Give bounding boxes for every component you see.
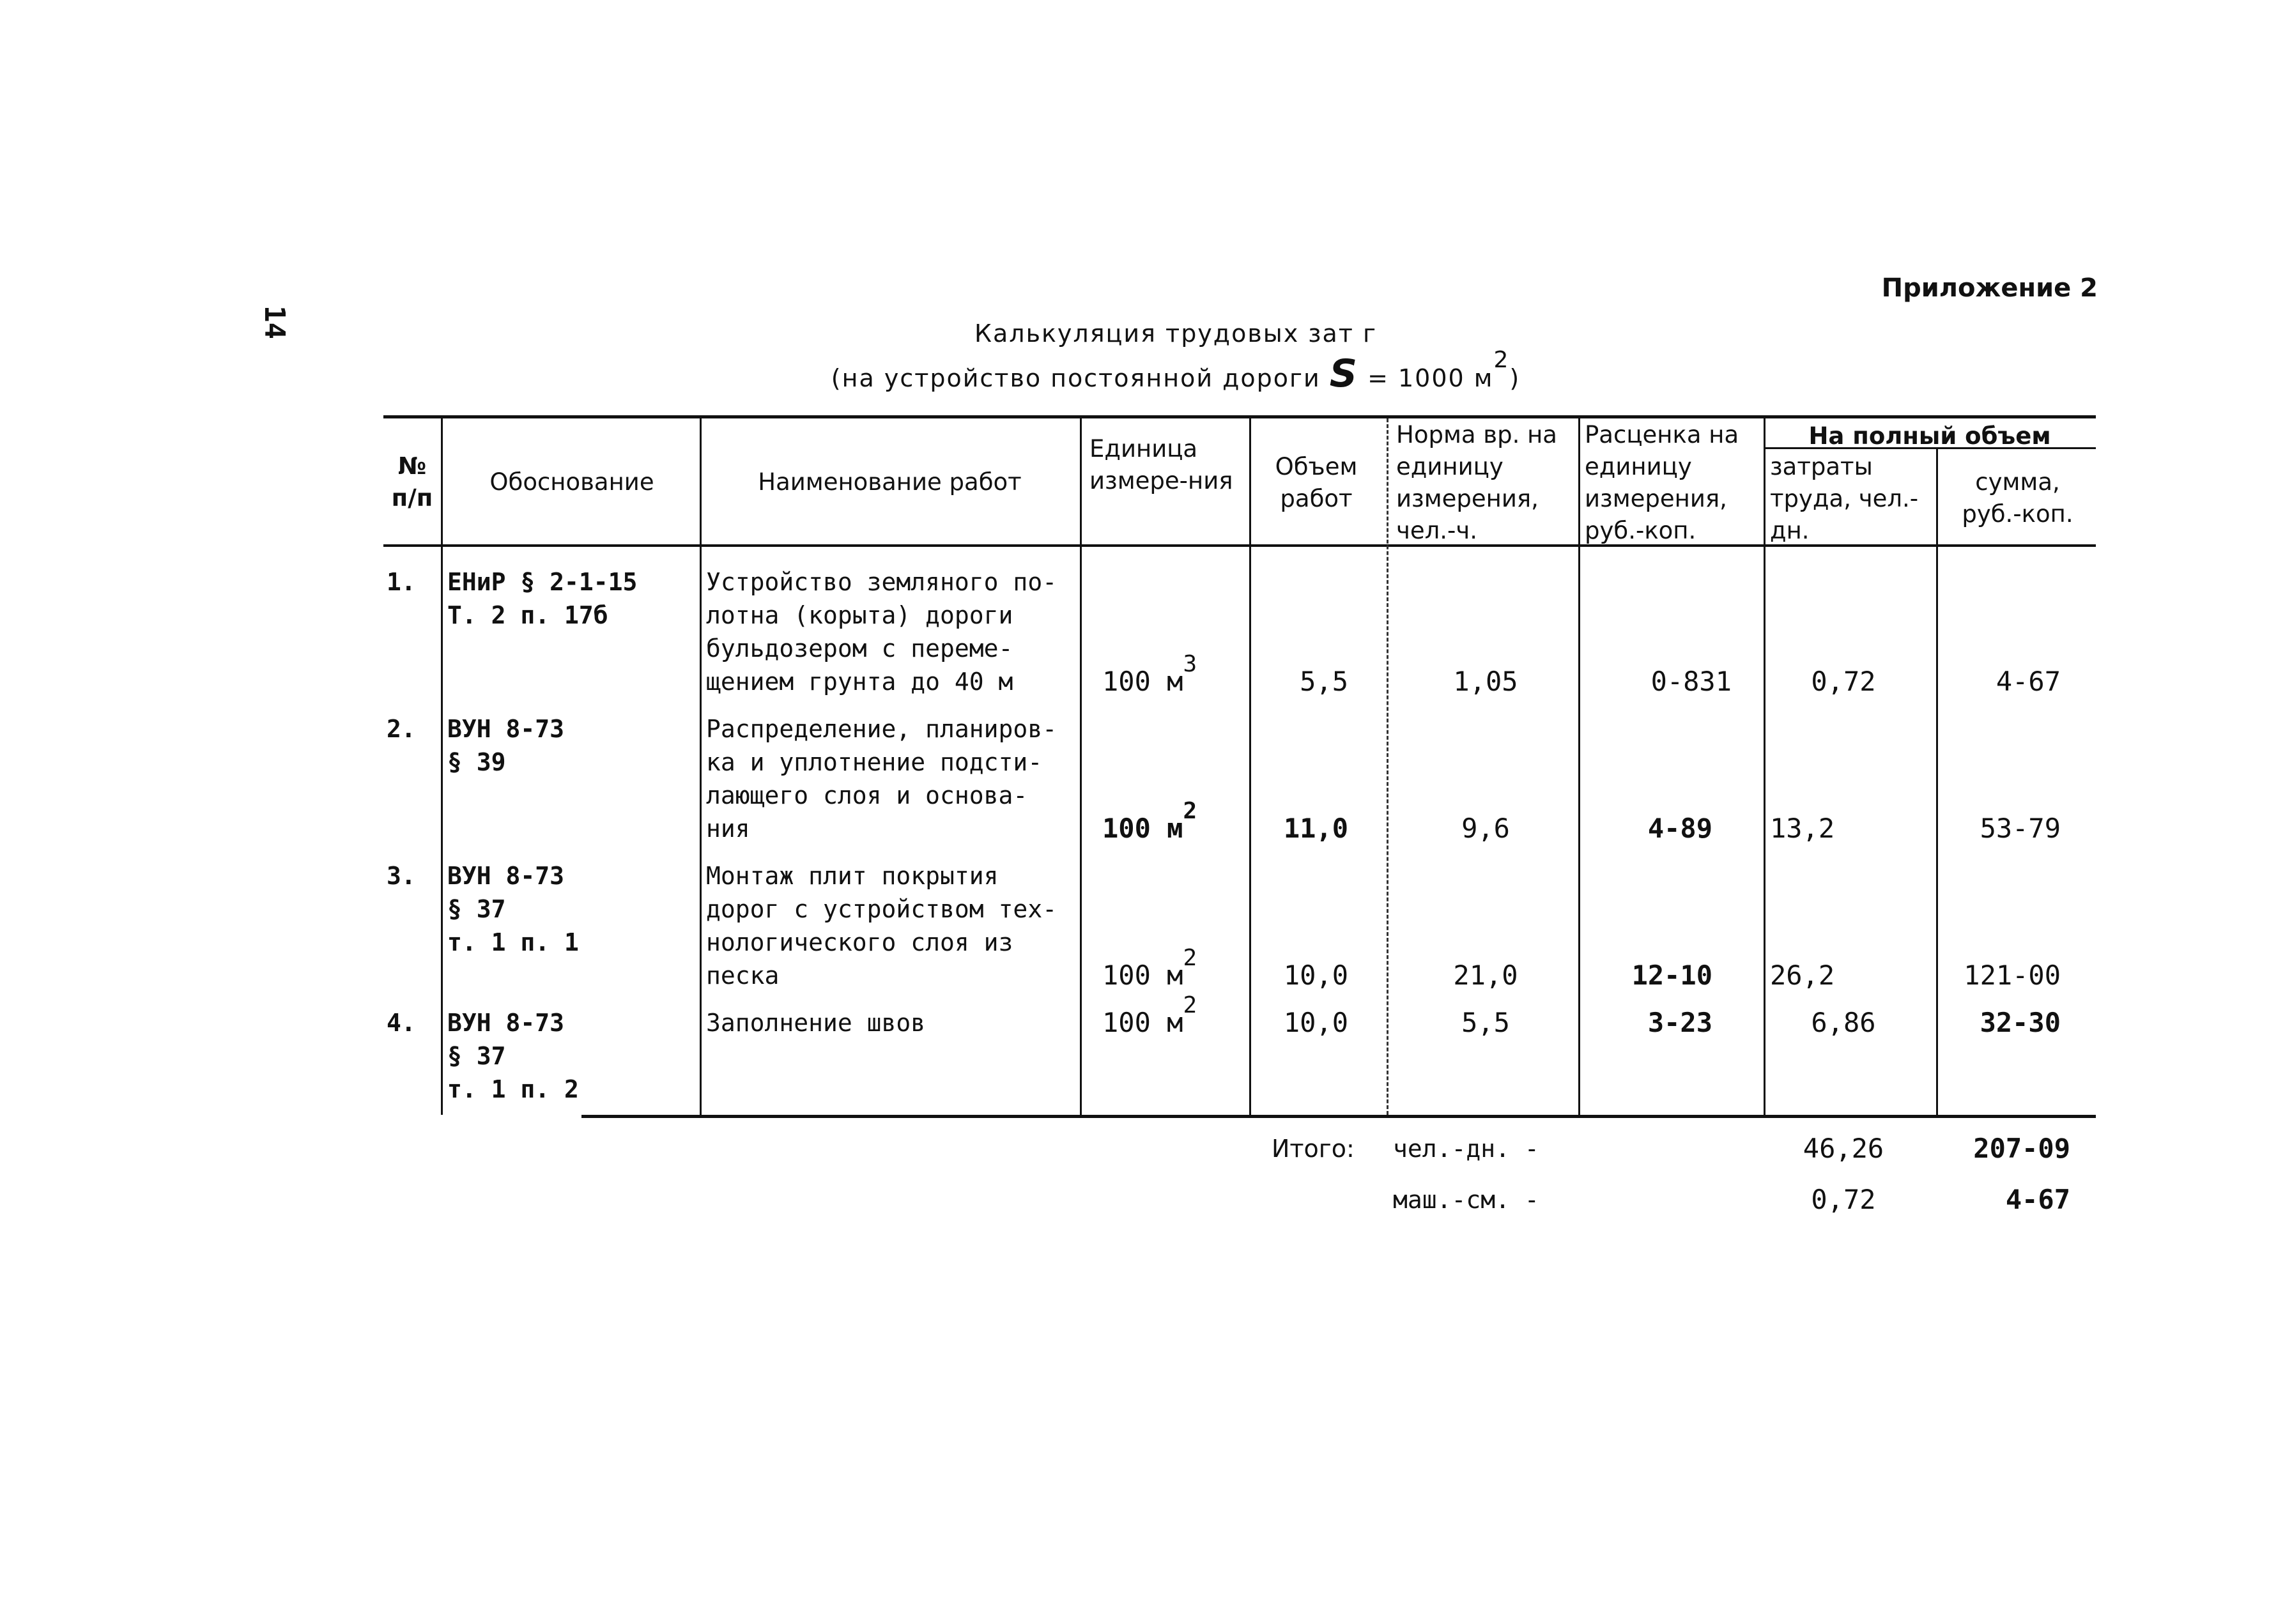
row4-labor: 6,86	[1811, 1007, 1876, 1038]
title-line-1: Калькуляция трудовых зат г	[974, 319, 1377, 348]
row3-basis-2: § 37	[447, 895, 506, 923]
totals-label: Итого:	[1272, 1135, 1355, 1163]
header-basis: Обоснование	[489, 468, 654, 496]
row3-name-4: песка	[706, 961, 780, 990]
row1-norm: 1,05	[1453, 666, 1518, 697]
row4-norm: 5,5	[1461, 1007, 1510, 1038]
row4-rate: 3-23	[1647, 1007, 1712, 1038]
row2-name-2: ка и уплотнение подсти-	[706, 748, 1043, 776]
row2-basis-1: ВУН 8-73	[447, 715, 565, 743]
col-divider-rate	[1764, 418, 1765, 1115]
row2-name-1: Распределение, планиров-	[706, 715, 1058, 743]
row2-labor: 13,2	[1770, 813, 1835, 844]
row2-volume: 11,0	[1283, 813, 1348, 844]
table-bottom-border	[581, 1115, 2096, 1118]
row1-name-1: Устройство земляного по-	[706, 568, 1058, 596]
row1-num: 1.	[387, 568, 416, 596]
col-divider-num	[441, 415, 443, 1115]
row3-basis-3: т. 1 п. 1	[447, 928, 579, 956]
row1-labor: 0,72	[1811, 666, 1876, 697]
row3-labor: 26,2	[1770, 960, 1835, 991]
header-labor: затраты труда, чел.-дн.	[1770, 453, 1919, 544]
col-divider-unit	[1249, 418, 1251, 1115]
appendix-label: Приложение 2	[1881, 273, 2098, 303]
row2-basis-2: § 39	[447, 748, 506, 776]
totals-labor-label: чел.-дн. -	[1393, 1135, 1539, 1163]
row3-rate: 12-10	[1631, 960, 1712, 991]
row1-basis-1: ЕНиР § 2-1-15	[447, 568, 638, 596]
totals-machine-sum: 4-67	[2005, 1184, 2070, 1215]
header-name: Наименование работ	[758, 468, 1022, 496]
row1-rate: 0-831	[1650, 666, 1732, 697]
row1-unit-text: 100 м	[1102, 666, 1183, 697]
row4-unit-text: 100 м	[1102, 1007, 1183, 1038]
col-divider-name	[1080, 418, 1082, 1115]
row4-num: 4.	[387, 1009, 416, 1037]
row1-name-2: лотна (корыта) дороги	[706, 601, 1013, 629]
row1-name-4: щением грунта до 40 м	[706, 668, 1013, 696]
title-line-2	[792, 347, 1559, 396]
title-prefix: (на устройство постоянной дороги	[831, 364, 1321, 392]
row2-rate: 4-89	[1647, 813, 1712, 844]
page-number: 14	[258, 305, 291, 339]
row3-sum: 121-00	[1964, 960, 2061, 991]
row2-name-3: лающего слоя и основа-	[706, 781, 1028, 809]
row1-basis-2: Т. 2 п. 17б	[447, 601, 608, 629]
totals-machine-label: маш.-см. -	[1393, 1186, 1539, 1214]
title-superscript: 2	[1493, 347, 1510, 373]
row3-volume: 10,0	[1283, 960, 1348, 991]
row1-volume: 5,5	[1300, 666, 1348, 697]
header-sum: сумма, руб.-коп.	[1962, 468, 2073, 528]
header-num: № п/п	[391, 452, 433, 512]
row3-basis-1: ВУН 8-73	[447, 862, 565, 890]
header-total-group: На полный объем	[1808, 422, 2051, 450]
row4-unit-sup: 2	[1183, 992, 1197, 1018]
row1-unit-sup: 3	[1183, 651, 1197, 677]
row3-norm: 21,0	[1453, 960, 1518, 991]
totals-labor-sum: 207-09	[1973, 1133, 2070, 1164]
row3-name-1: Монтаж плит покрытия	[706, 862, 999, 890]
header-rate: Расценка на единицу измерения, руб.-коп.	[1585, 421, 1739, 544]
row4-basis-1: ВУН 8-73	[447, 1009, 565, 1037]
row1-name-3: бульдозером с переме-	[706, 634, 1013, 663]
col-divider-norm	[1578, 418, 1580, 1115]
col-divider-labor	[1936, 447, 1938, 1115]
header-norm: Норма вр. на единицу измерения, чел.-ч.	[1396, 421, 1557, 544]
row2-unit	[1102, 798, 1197, 847]
title-suffix: )	[1509, 364, 1521, 392]
title-value: = 1000 м	[1367, 364, 1494, 392]
row4-basis-3: т. 1 п. 2	[447, 1075, 579, 1103]
col-divider-volume	[1387, 418, 1388, 1115]
row2-sum: 53-79	[1980, 813, 2061, 844]
row1-unit	[1102, 651, 1197, 700]
header-volume: Объем работ	[1275, 453, 1358, 512]
row4-basis-2: § 37	[447, 1042, 506, 1070]
row2-unit-text: 100 м	[1102, 813, 1183, 844]
header-unit: Единица измере-ния	[1089, 435, 1233, 494]
row3-name-3: нологического слоя из	[706, 928, 1013, 956]
row3-unit-sup: 2	[1183, 945, 1197, 971]
totals-labor-total: 46,26	[1803, 1133, 1884, 1164]
row4-volume: 10,0	[1283, 1007, 1348, 1038]
row2-name-4: ния	[706, 815, 750, 843]
row2-num: 2.	[387, 715, 416, 743]
row4-unit	[1102, 992, 1197, 1041]
totals-machine-total: 0,72	[1811, 1184, 1876, 1215]
row3-name-2: дорог с устройством тех-	[706, 895, 1058, 923]
row3-unit	[1102, 945, 1197, 994]
row2-unit-sup: 2	[1183, 798, 1197, 824]
row3-unit-text: 100 м	[1102, 960, 1183, 991]
row3-num: 3.	[387, 862, 416, 890]
table-top-border	[383, 415, 2096, 418]
row4-name-1: Заполнение швов	[706, 1009, 926, 1037]
row1-sum: 4-67	[1996, 666, 2061, 697]
area-symbol: S	[1329, 351, 1358, 396]
row2-norm: 9,6	[1461, 813, 1510, 844]
col-divider-basis	[700, 418, 702, 1115]
row4-sum: 32-30	[1980, 1007, 2061, 1038]
